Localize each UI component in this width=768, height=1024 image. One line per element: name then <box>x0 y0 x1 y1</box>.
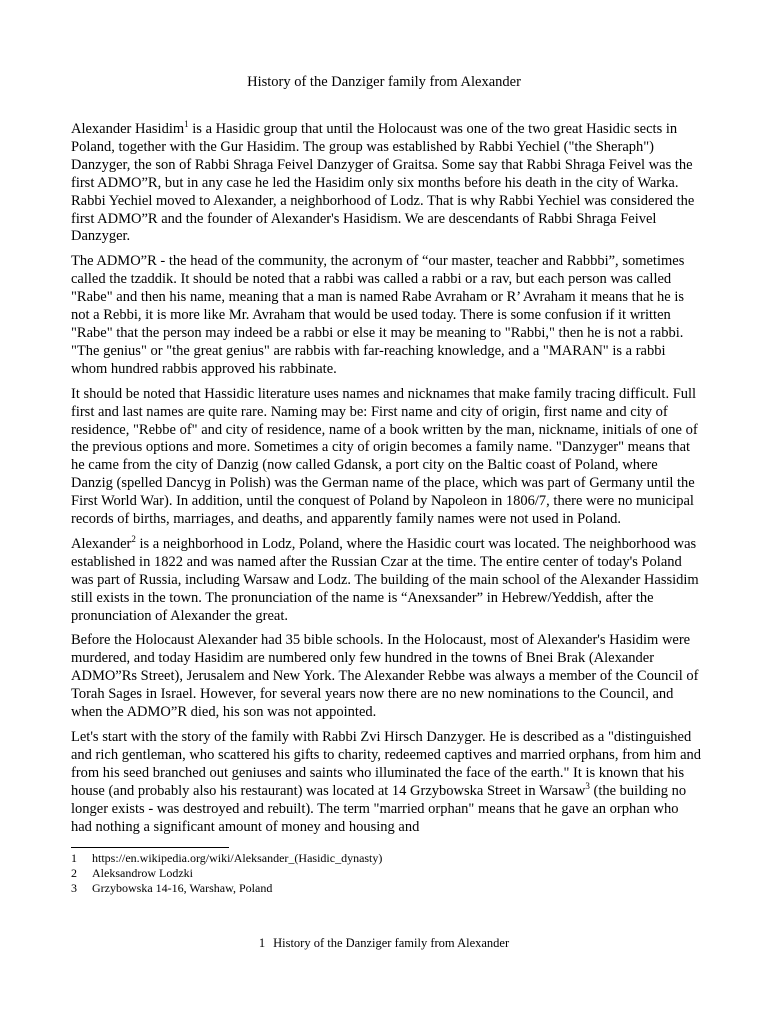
document-body <box>71 121 701 843</box>
document-title: History of the Danziger family from Alexander <box>247 74 521 90</box>
footnote-ref-2[interactable]: 2 <box>131 534 136 545</box>
footnote-2 <box>71 866 701 881</box>
paragraph-text: Let's start with the story of the family with Rabbi Zvi Hirsch Danzyger. He is described as a "distinguished and rich gentleman, who scattered his gifts to charity, redeemed captives and married orphans, from him and from his seed branched out geniuses and saints who illuminated the face of the earth." It is known that his house (and probably also his restaurant) was located at 14 Grzybowska Street in Warsaw <box>71 729 701 799</box>
page-number: 1 <box>258 936 266 950</box>
paragraph-text: Before the Holocaust Alexander had 35 bible schools. In the Holocaust, most of Alexander's Hasidim were murdered, and today Hasidim are numbered only few hundred in the towns of Bnei Brak (Alexander ADMO”Rs Street), Jerusalem and New York. The Alexander Rebbe was always a member of the Council of Torah Sages in Israel. However, for several years now there are no new nominations to the Council, and when the ADMO”R died, his son was not appointed. <box>71 632 699 721</box>
footnote-text: Grzybowska 14-16, Warshaw, Poland <box>92 881 273 895</box>
footnote-number: 3 <box>71 881 77 895</box>
footnotes <box>71 851 701 896</box>
paragraph-4 <box>71 536 701 626</box>
footnote-number: 2 <box>71 866 77 880</box>
paragraph-2 <box>71 253 701 378</box>
footnote-ref-3[interactable]: 3 <box>585 780 590 791</box>
paragraph-text: Alexander Hasidim <box>71 121 185 137</box>
footer-title: History of the Danziger family from Alexander <box>273 936 510 950</box>
paragraph-text: (the building no longer exists - was destroyed and rebuilt). The term "married orphan" means that he gave an orphan who had nothing a significant amount of money and housing and <box>71 782 687 835</box>
paragraph-text: The ADMO”R - the head of the community, the acronym of “our master, teacher and Rabbbi”, sometimes called the tzaddik. It should be noted that a rabbi was called a rabbi or a rav, but each person was called "Rabe" and then his name, meaning that a man is named Rabe Avraham or R’ Avraham it means that he is not a Rebbi, it is more like Mr. Avraham that would be used today. There is some confusion if it written "Rabe" that the person may indeed be a rabbi or else it may be meaning to "Rabbi," then he is not a rabbi. "The genius" or "the great genius" are rabbis with far-reaching knowledge, and a "MARAN" is a rabbi whom hundred rabbis approved his rabbinate. <box>71 253 685 377</box>
paragraph-text: is a neighborhood in Lodz, Poland, where the Hasidic court was located. The neighborhood was established in 1822 and was named after the Russian Czar at the time. The entire center of today's Poland was part of Russia, including Warsaw and Lodz. The building of the main school of the Alexander Hassidim still exists in the town. The pronunciation of the name is “Anexsander” in Hebrew/Yeddish, after the pronunciation of Alexander the great. <box>71 535 699 624</box>
footnote-link[interactable]: https://en.wikipedia.org/wiki/Aleksander_(Hasidic_dynasty) <box>92 851 383 865</box>
paragraph-text: Alexander <box>71 535 132 552</box>
paragraph-5 <box>71 632 701 722</box>
paragraph-text: is a Hasidic group that until the Holocaust was one of the two great Hasidic sects in Poland, together with the Gur Hasidim. The group was established by Rabbi Yechiel ("the Sheraph") Danzyger, the son of Rabbi Shraga Feivel Danzyger of Graitsa. Some say that Rabbi Shraga Feivel was the first ADMO”R, but in any case he led the Hasidim only six months before his death in the city of Warka. Rabbi Yechiel moved to Alexander, a neighborhood of Lodz. That is why Rabbi Yechiel was considered the first ADMO”R and the founder of Alexander's Hasidism. We are descendants of Rabbi Shraga Feivel Danzyger. <box>71 121 695 245</box>
footnote-3 <box>71 881 701 896</box>
footnote-ref-1[interactable]: 1 <box>184 119 189 130</box>
paragraph-1 <box>71 121 701 246</box>
footnote-number: 1 <box>71 851 77 865</box>
footnote-text: Aleksandrow Lodzki <box>92 866 193 880</box>
paragraph-6 <box>71 729 701 836</box>
paragraph-text: It should be noted that Hassidic literature uses names and nicknames that make family tracing difficult. Full first and last names are quite rare. Naming may be: First name and city of origin, first name and city of residence, "Rebbe of" and city of residence, name of a book written by the man, nickname, initials of one of the previous options and more. Sometimes a city of origin becomes a family name. "Danzyger" means that he came from the city of Danzig (now called Gdansk, a port city on the Baltic coast of Poland, where Danzig (spelled Dancyg in Polish) was the German name of the place, which was part of Germany until the First World War). In addition, until the conquest of Poland by Napoleon in 1806/7, there were no municipal records of births, marriages, and deaths, and apparently family names were not used in Poland. <box>71 385 698 528</box>
paragraph-3 <box>71 386 701 529</box>
page-footer <box>0 935 768 951</box>
footnote-separator <box>71 847 229 848</box>
footnote-1 <box>71 851 701 866</box>
